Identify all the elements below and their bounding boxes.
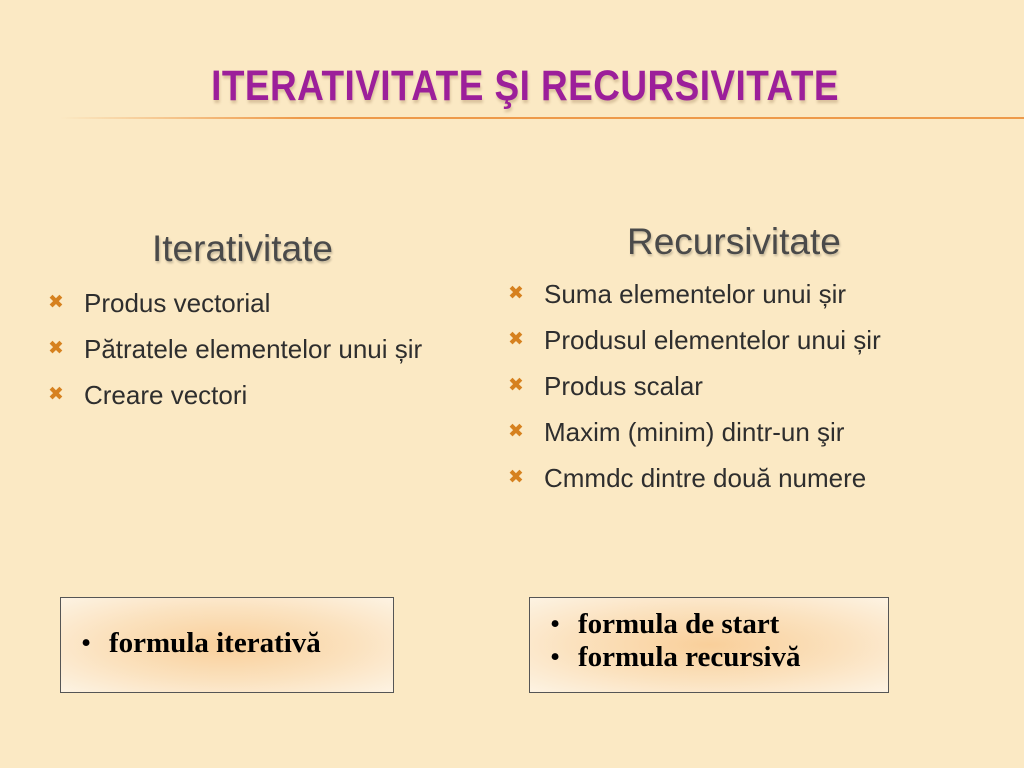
list-item: ✖ Pătratele elementelor unui șir xyxy=(48,334,423,364)
x-mark-icon: ✖ xyxy=(508,283,524,304)
left-column-heading: Iterativitate xyxy=(152,228,333,269)
list-item: ✖ Creare vectori xyxy=(48,380,248,410)
x-mark-icon: ✖ xyxy=(48,384,64,405)
box-item: • formula recursivă xyxy=(550,641,801,673)
bullet-dot: • xyxy=(81,627,92,659)
x-mark-icon: ✖ xyxy=(508,421,524,442)
bullet-dot: • xyxy=(550,641,561,673)
x-mark-icon: ✖ xyxy=(508,329,524,350)
list-item: ✖ Maxim (minim) dintr-un şir xyxy=(508,417,845,447)
x-mark-icon: ✖ xyxy=(48,338,64,359)
iterative-formula-box xyxy=(60,597,394,693)
list-item: ✖ Cmmdc dintre două numere xyxy=(508,463,867,493)
right-column-heading: Recursivitate xyxy=(627,221,841,262)
x-mark-icon: ✖ xyxy=(508,375,524,396)
x-mark-icon: ✖ xyxy=(48,292,64,313)
x-mark-icon: ✖ xyxy=(508,467,524,488)
list-item: ✖ Produs scalar xyxy=(508,371,703,401)
bullet-dot: • xyxy=(550,608,561,640)
recursive-formula-box xyxy=(529,597,889,693)
list-item: ✖ Suma elementelor unui șir xyxy=(508,279,847,309)
box-item: • formula iterativă xyxy=(81,627,321,659)
right-list xyxy=(508,278,1008,508)
title-divider xyxy=(60,117,1024,119)
box-item: • formula de start xyxy=(550,608,780,640)
left-list xyxy=(48,287,478,425)
list-item: ✖ Produsul elementelor unui șir xyxy=(508,325,881,355)
slide-title: ITERATIVITATE ŞI RECURSIVITATE xyxy=(211,62,840,110)
list-item: ✖ Produs vectorial xyxy=(48,288,271,318)
